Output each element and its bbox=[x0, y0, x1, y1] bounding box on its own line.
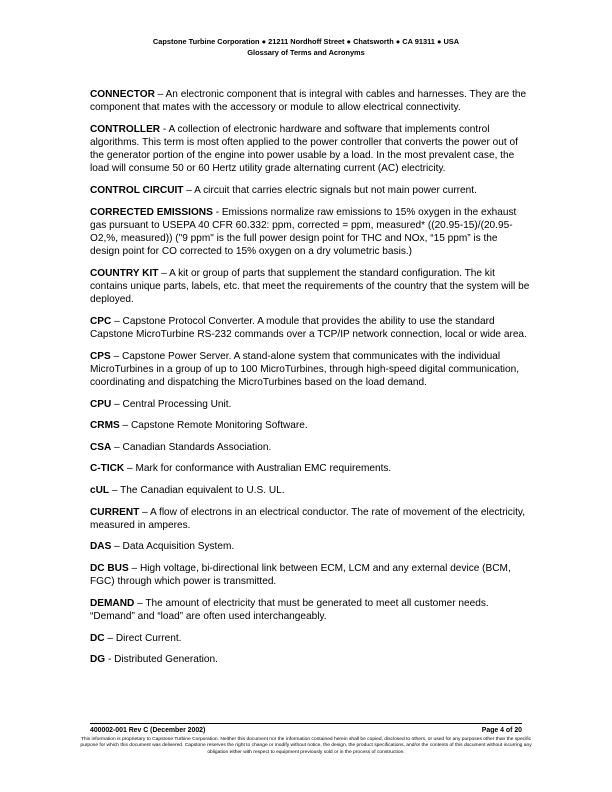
glossary-term: C-TICK bbox=[90, 463, 125, 475]
glossary-entry bbox=[90, 419, 530, 432]
glossary-term: DG bbox=[90, 654, 106, 666]
glossary-definition: Capstone Protocol Converter. A module that provides the ability to use the standard Capstone MicroTurbine RS-232 commands over a TCP/IP network connection, local or wide area. bbox=[90, 315, 527, 340]
term-separator: - bbox=[212, 206, 222, 218]
glossary-entry bbox=[90, 206, 530, 259]
glossary-entry bbox=[90, 350, 530, 390]
glossary-term: CURRENT bbox=[90, 506, 140, 518]
term-separator: – bbox=[111, 441, 123, 453]
glossary-definition: The Canadian equivalent to U.S. UL. bbox=[120, 484, 285, 496]
glossary-entry bbox=[90, 462, 530, 475]
glossary-term: CONNECTOR bbox=[90, 89, 155, 100]
glossary-definition: Mark for conformance with Australian EMC requirements. bbox=[135, 463, 392, 475]
glossary-entry bbox=[90, 398, 530, 411]
glossary-definition: A flow of electrons in an electrical conductor. The rate of movement of the electricity, measured in amperes. bbox=[90, 506, 525, 531]
glossary-term: COUNTRY KIT bbox=[90, 267, 159, 279]
term-separator: – bbox=[183, 185, 195, 196]
glossary-term: CPS bbox=[90, 350, 111, 362]
term-separator: - bbox=[160, 123, 169, 135]
glossary-term: CSA bbox=[90, 441, 112, 453]
term-separator: – bbox=[128, 562, 140, 574]
glossary-definition: A kit or group of parts that supplement the standard configuration. The kit contains unique parts, labels, etc. that meet the requirements of the country that the system will be deployed. bbox=[90, 267, 530, 306]
term-separator: – bbox=[111, 398, 123, 410]
glossary-entries bbox=[90, 88, 530, 675]
glossary-entry bbox=[90, 506, 530, 532]
term-separator: – bbox=[104, 632, 116, 644]
glossary-definition: Direct Current. bbox=[115, 632, 182, 644]
glossary-term: CONTROLLER bbox=[90, 123, 161, 135]
glossary-term: CPC bbox=[90, 315, 112, 327]
term-separator: - bbox=[105, 654, 115, 666]
glossary-term: CPU bbox=[90, 398, 112, 410]
glossary-definition: Capstone Power Server. A stand-alone system that communicates with the individual MicroTurbines in a group of up to 100 MicroTurbines, through high-speed digital communication, coordinating and dispatching the MicroTurbines based on the load demand. bbox=[90, 350, 520, 388]
glossary-definition: Data Acquisition System. bbox=[122, 541, 235, 553]
glossary-definition: A circuit that carries electric signals but not main power current. bbox=[194, 185, 477, 196]
term-separator: – bbox=[111, 315, 123, 327]
glossary-term: CONTROL CIRCUIT bbox=[90, 185, 184, 196]
glossary-definition: High voltage, bi-directional link between ECM, LCM and any external device (BCM, FGC) through which power is transmitted. bbox=[90, 562, 511, 588]
glossary-definition: Capstone Remote Monitoring Software. bbox=[130, 420, 308, 432]
glossary-definition: The amount of electricity that must be generated to meet all customer needs. “Demand” and “load” are often used interchangeably. bbox=[90, 597, 489, 622]
footer-page-number: Page 4 of 20 bbox=[481, 727, 522, 734]
footer-divider bbox=[90, 723, 522, 724]
glossary-term: DC BUS bbox=[90, 562, 129, 574]
glossary-entry bbox=[90, 315, 530, 341]
glossary-term: DC bbox=[90, 632, 105, 644]
glossary-definition: Central Processing Unit. bbox=[122, 398, 232, 410]
glossary-entry bbox=[90, 597, 530, 623]
term-separator: – bbox=[158, 267, 170, 279]
term-separator: – bbox=[119, 420, 131, 432]
glossary-entry bbox=[90, 562, 530, 588]
glossary-entry bbox=[90, 184, 530, 197]
glossary-entry bbox=[90, 540, 530, 553]
glossary-entry bbox=[90, 632, 530, 645]
glossary-definition: Emissions normalize raw emissions to 15% oxygen in the exhaust gas pursuant to USEPA 40 CFR 60.332: ppm, corrected = ppm, measured* ((20.95-15)/(20.95-O2,%, measured)) ("9 ppm" is the full power design point for THC and NOx, “15 ppm” is the design point for CO corrected to 15% oxygen on a dry volumetric basis.) bbox=[90, 206, 517, 258]
glossary-entry bbox=[90, 653, 530, 666]
glossary-term: CRMS bbox=[90, 420, 120, 432]
header-company-line: Capstone Turbine Corporation ● 21211 Nordhoff Street ● Chatsworth ● CA 91311 ● USA bbox=[152, 37, 460, 46]
term-separator: – bbox=[134, 597, 146, 609]
footer-document-id: 400002-001 Rev C (December 2002) bbox=[90, 727, 206, 734]
term-separator: – bbox=[109, 484, 121, 496]
page-footer bbox=[80, 723, 532, 756]
header-document-title: Glossary of Terms and Acronyms bbox=[247, 47, 365, 57]
glossary-term: cUL bbox=[90, 484, 110, 496]
footer-disclaimer: This information is proprietary to Capstone Turbine Corporation. Neither this document nor the information contained herein shall be copied, disclosed to others, or used for any purposes other than the specific purpose for which this document was delivered. Capstone reserves the right to change or modify without notice, the design, the product specifications, and/or the contents of this document without incurring any obligation either with respect to equipment previously sold or in the process of construction. bbox=[80, 737, 532, 755]
glossary-term: DEMAND bbox=[90, 597, 135, 609]
term-separator: – bbox=[139, 506, 151, 518]
glossary-term: CORRECTED EMISSIONS bbox=[90, 206, 213, 218]
glossary-entry bbox=[90, 88, 530, 114]
glossary-term: DAS bbox=[90, 541, 112, 553]
glossary-entry bbox=[90, 441, 530, 454]
glossary-entry bbox=[90, 267, 530, 307]
term-separator: – bbox=[154, 89, 166, 100]
term-separator: – bbox=[124, 463, 136, 475]
glossary-definition: Distributed Generation. bbox=[114, 654, 218, 666]
term-separator: – bbox=[111, 541, 123, 553]
glossary-definition: An electronic component that is integral with cables and harnesses. They are the component that mates with the accessory or module to allow electrical connectivity. bbox=[90, 89, 527, 114]
glossary-entry bbox=[90, 484, 530, 497]
term-separator: – bbox=[110, 350, 122, 362]
glossary-entry bbox=[90, 123, 530, 176]
glossary-definition: A collection of electronic hardware and software that implements control algorithms. This term is most often applied to the power controller that converts the power out of the generator portion of the engine into power usable by a load. In the most prevalent case, the load will consume 50 or 60 Hertz utility grade alternating current (AC) electricity. bbox=[90, 123, 518, 175]
page-header bbox=[0, 37, 612, 58]
glossary-definition: Canadian Standards Association. bbox=[122, 441, 272, 453]
